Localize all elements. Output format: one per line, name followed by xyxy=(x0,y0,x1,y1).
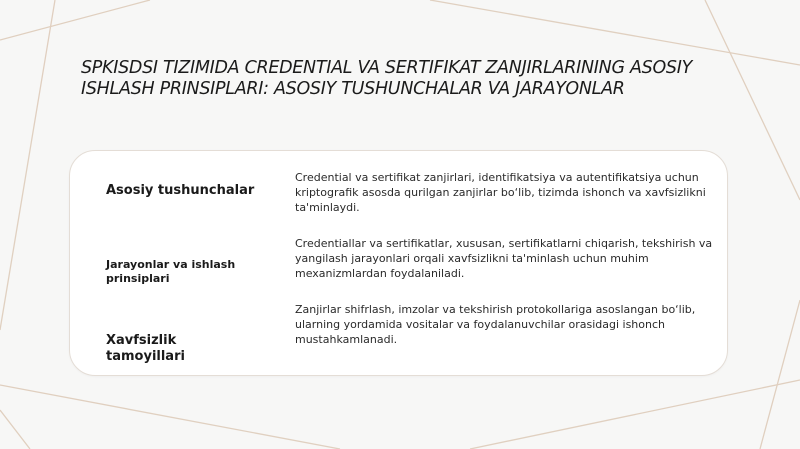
row-text-basic-concepts: Credential va sertifikat zanjirlari, identifikatsiya va autentifikatsiya uchun kriptografik asosda qurilgan zanjirlar bo‘lib, tizimda ishonch va xavfsizlikni ta'minlaydi. xyxy=(295,171,706,214)
row-label-processes: Jarayonlar va ishlash prinsiplari xyxy=(106,258,236,285)
row-label-security-principles: Xavfsizlik tamoyillari xyxy=(106,333,185,364)
row-label-basic-concepts: Asosiy tushunchalar xyxy=(106,183,255,198)
slide-title: SPKISDSI TIZIMIDA CREDENTIAL VA SERTIFIKAT ZANJIRLARINING ASOSIY ISHLASH PRINSIPLARI: ASOSIY TUSHUNCHALAR VA JARAYONLAR xyxy=(81,58,692,99)
row-text-processes: Credentiallar va sertifikatlar, xususan, sertifikatlarni chiqarish, tekshirish va yangilash jarayonlari orqali xavfsizlikni ta'minlash uchun muhim mexanizmlardan foydalaniladi. xyxy=(295,237,713,280)
row-text-security-principles: Zanjirlar shifrlash, imzolar va tekshirish protokollariga asoslangan bo‘lib, ularning yordamida vositalar va foydalanuvchilar orasidagi ishonch mustahkamlanadi. xyxy=(295,303,696,346)
